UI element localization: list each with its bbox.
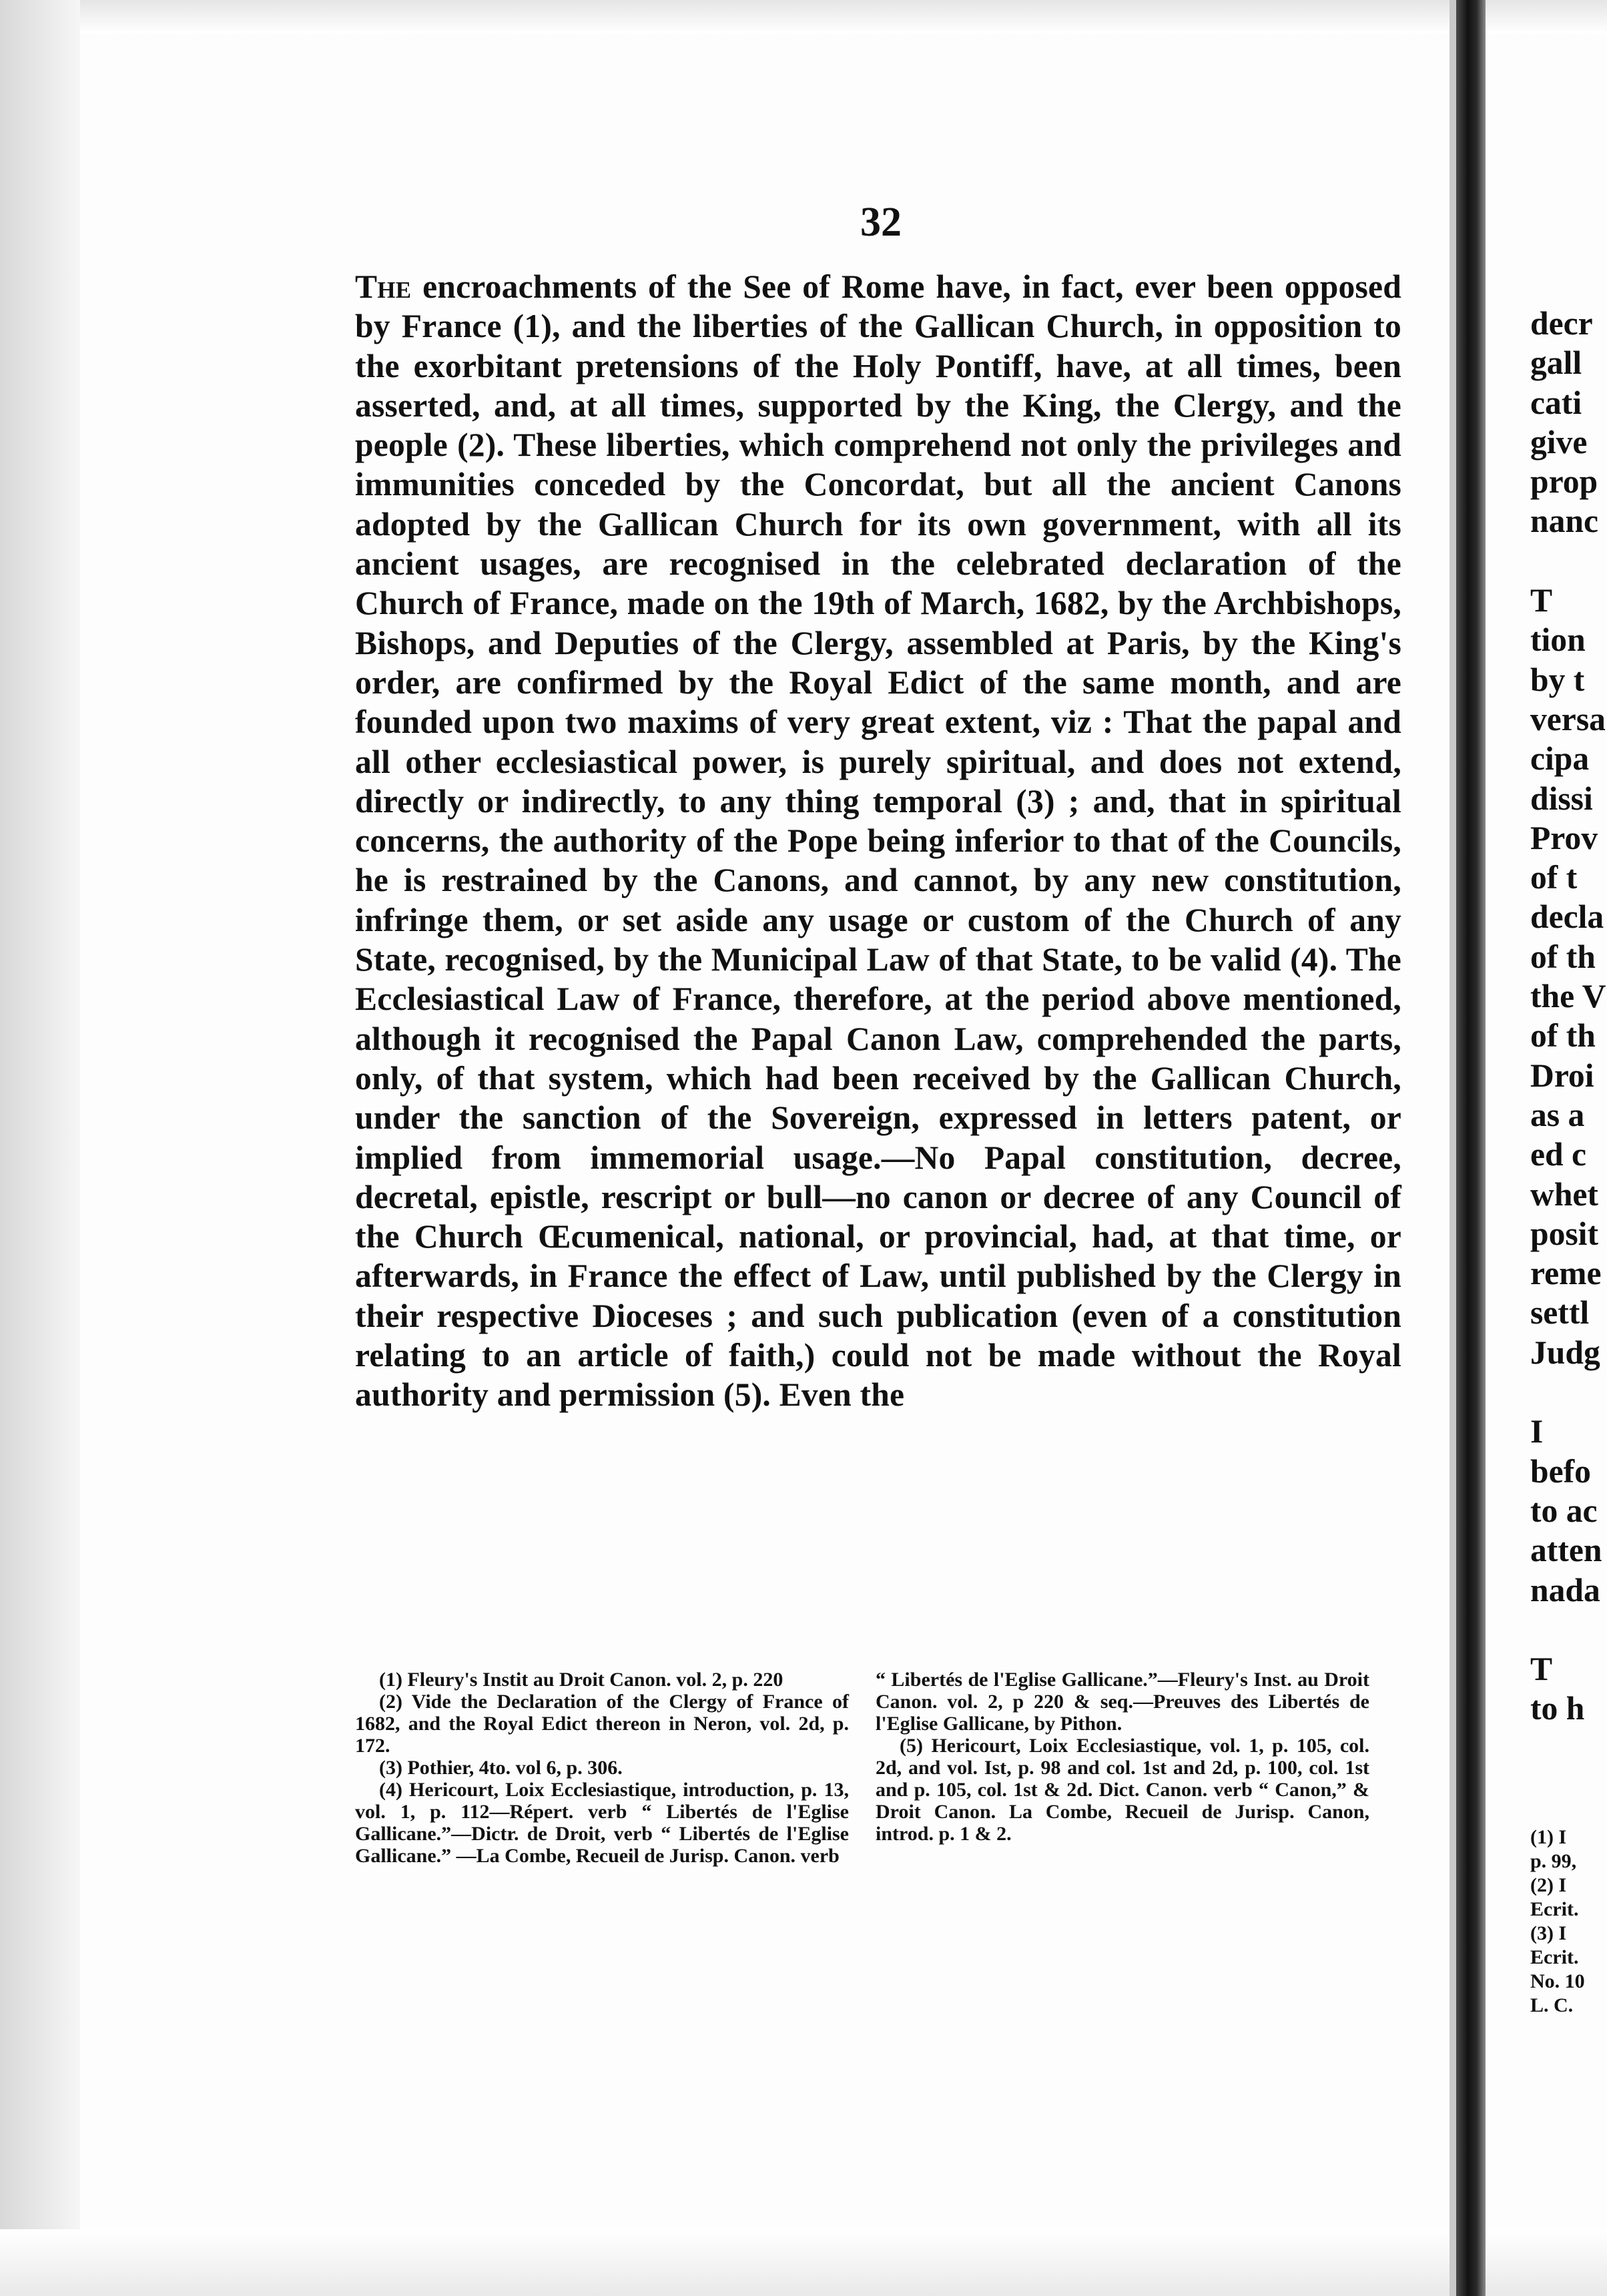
next-page-line: of t [1530,859,1578,896]
body-text [355,267,1401,1415]
next-page-note-line: Ecrit. [1530,1946,1579,1968]
next-page-line: nada [1530,1571,1600,1609]
next-page-line: ed c [1530,1136,1587,1173]
next-page-line: decr [1530,305,1593,342]
footnote: (2) Vide the Declaration of the Clergy of France of 1682, and the Royal Edict thereon in Neron, vol. 2d, p. 172. [355,1691,849,1757]
next-page-note-line: (2) I [1530,1874,1567,1896]
footnote: (4) Hericourt, Loix Ecclesiastique, introduction, p. 13, vol. 1, p. 112—Répert. verb “ Libertés de l'Eglise Gallicane.”—Dictr. de Droit, verb “ Libertés de l'Eglise Gallicane.” —La Combe, Recueil de Jurisp. Canon. verb [355,1779,849,1867]
next-page-line: gall [1530,344,1582,382]
next-page-note-line: (3) I [1530,1922,1567,1944]
page-bottom-shadow [0,2229,1607,2296]
next-page-notes [1530,1825,1585,2018]
next-page-line [1530,1610,1606,1649]
next-page-line: T [1530,582,1553,619]
next-page-line: cati [1530,384,1582,421]
next-page-line: versa [1530,700,1606,738]
next-page-line: whet [1530,1175,1598,1213]
footnote: (1) Fleury's Instit au Droit Canon. vol. 2, p. 220 [379,1669,783,1691]
next-page-line: by t [1530,661,1585,698]
next-page-line: to ac [1530,1492,1598,1529]
body-first-word: The [355,268,412,305]
next-page-line: befo [1530,1452,1591,1490]
next-page-line: of th [1530,938,1596,975]
next-page-fragment [1527,0,1607,2296]
next-page-note-line: L. C. [1530,1994,1574,2016]
page-number: 32 [860,200,902,245]
page-top-shadow [0,0,1607,33]
next-page-line: nanc [1530,503,1598,540]
next-page-note-line: (1) I [1530,1826,1567,1848]
body-text-content: encroachments of the See of Rome have, in fact, ever been opposed by France (1), and the liberties of the Gallican Church, in opposition to the exorbitant pretensions of the Holy Pontiff, have, at all times, been asserted, and, at all times, supported by the King, the Clergy, and the people (2). These liberties, which comprehend not only the privileges and immunities conceded by the Concordat, but all the ancient Canons adopted by the Gallican Church for its own government, with all its ancient usages, are recognised in the celebrated declaration of the Church of France, made on the 19th of March, 1682, by the Archbishops, Bishops, and Deputies of the Clergy, assembled at Paris, by the King's order, are confirmed by the Royal Edict of the same month, and are founded upon two maxims of very great extent, viz : That the papal and all other ecclesiastical power, is purely spiritual, and does not extend, directly or indirectly, to any thing temporal (3) ; and, that in spiritual concerns, the authority of the Pope being inferior to that of the Councils, he is restrained by the Canons, and cannot, by any new constitution, infringe them, or set aside any usage or custom of the Church of any State, recognised, by the Municipal Law of that State, to be valid (4). The Ecclesiastical Law of France, therefore, at the period above mentioned, although it recognised the Papal Canon Law, comprehended the parts, only, of that system, which had been received by the Gallican Church, under the sanction of the Sovereign, expressed in letters patent, or implied from immemorial usage.—No Papal constitution, decree, decretal, epistle, rescript or bull—no canon or decree of any Council of the Church Œcumenical, national, or provincial, had, at that time, or afterwards, in France the effect of Law, until published by the Clergy in their respective Dioceses ; and such publication (even of a constitution relating to an article of faith,) could not be made without the Royal authority and permission (5). Even the [355,268,1401,1414]
next-page-line: as a [1530,1096,1585,1133]
next-page-line: posit [1530,1215,1598,1252]
next-page-line: the V [1530,978,1606,1015]
footnotes-left-column [355,1669,849,1867]
next-page-line: cipa [1530,740,1590,778]
next-page-body [1530,304,1606,1729]
page-left-shadow [0,0,80,2296]
next-page-line: settl [1530,1294,1590,1332]
next-page-line: decla [1530,898,1604,936]
next-page-line: tion [1530,621,1586,659]
next-page-line: atten [1530,1532,1602,1569]
next-page-line: dissi [1530,780,1593,817]
next-page-line [1530,1372,1606,1412]
next-page-line: Judg [1530,1334,1600,1371]
binding-gutter [1456,0,1486,2296]
next-page-note-line: p. 99, [1530,1850,1577,1872]
next-page-line: give [1530,423,1588,461]
footnotes-right-column [876,1669,1369,1845]
next-page-line: Prov [1530,819,1598,856]
footnote-continuation: “ Libertés de l'Eglise Gallicane.”—Fleury's Inst. au Droit Canon. vol. 2, p 220 & seq.—Preuves des Libertés de l'Eglise Gallicane, by Pithon. [876,1669,1369,1735]
next-page-line: to h [1530,1690,1585,1727]
next-page-line: I [1530,1413,1544,1450]
footnote: (5) Hericourt, Loix Ecclesiastique, vol. 1, p. 105, col. 2d, and vol. Ist, p. 98 and col. 1st and 2d, p. 100, col. 1st and p. 105, col. 1st & 2d. Dict. Canon. verb “ Canon,” & Droit Canon. La Combe, Recueil de Jurisp. Canon, introd. p. 1 & 2. [876,1735,1369,1845]
next-page-note-line: No. 10 [1530,1970,1585,1992]
next-page-note-line: Ecrit. [1530,1898,1579,1920]
next-page-line: reme [1530,1255,1602,1292]
next-page-line: of th [1530,1017,1596,1055]
next-page-line: Droi [1530,1057,1594,1094]
footnote: (3) Pothier, 4to. vol 6, p. 306. [379,1757,623,1779]
next-page-line [1530,541,1606,581]
next-page-line: T [1530,1651,1553,1688]
next-page-line: prop [1530,463,1598,501]
